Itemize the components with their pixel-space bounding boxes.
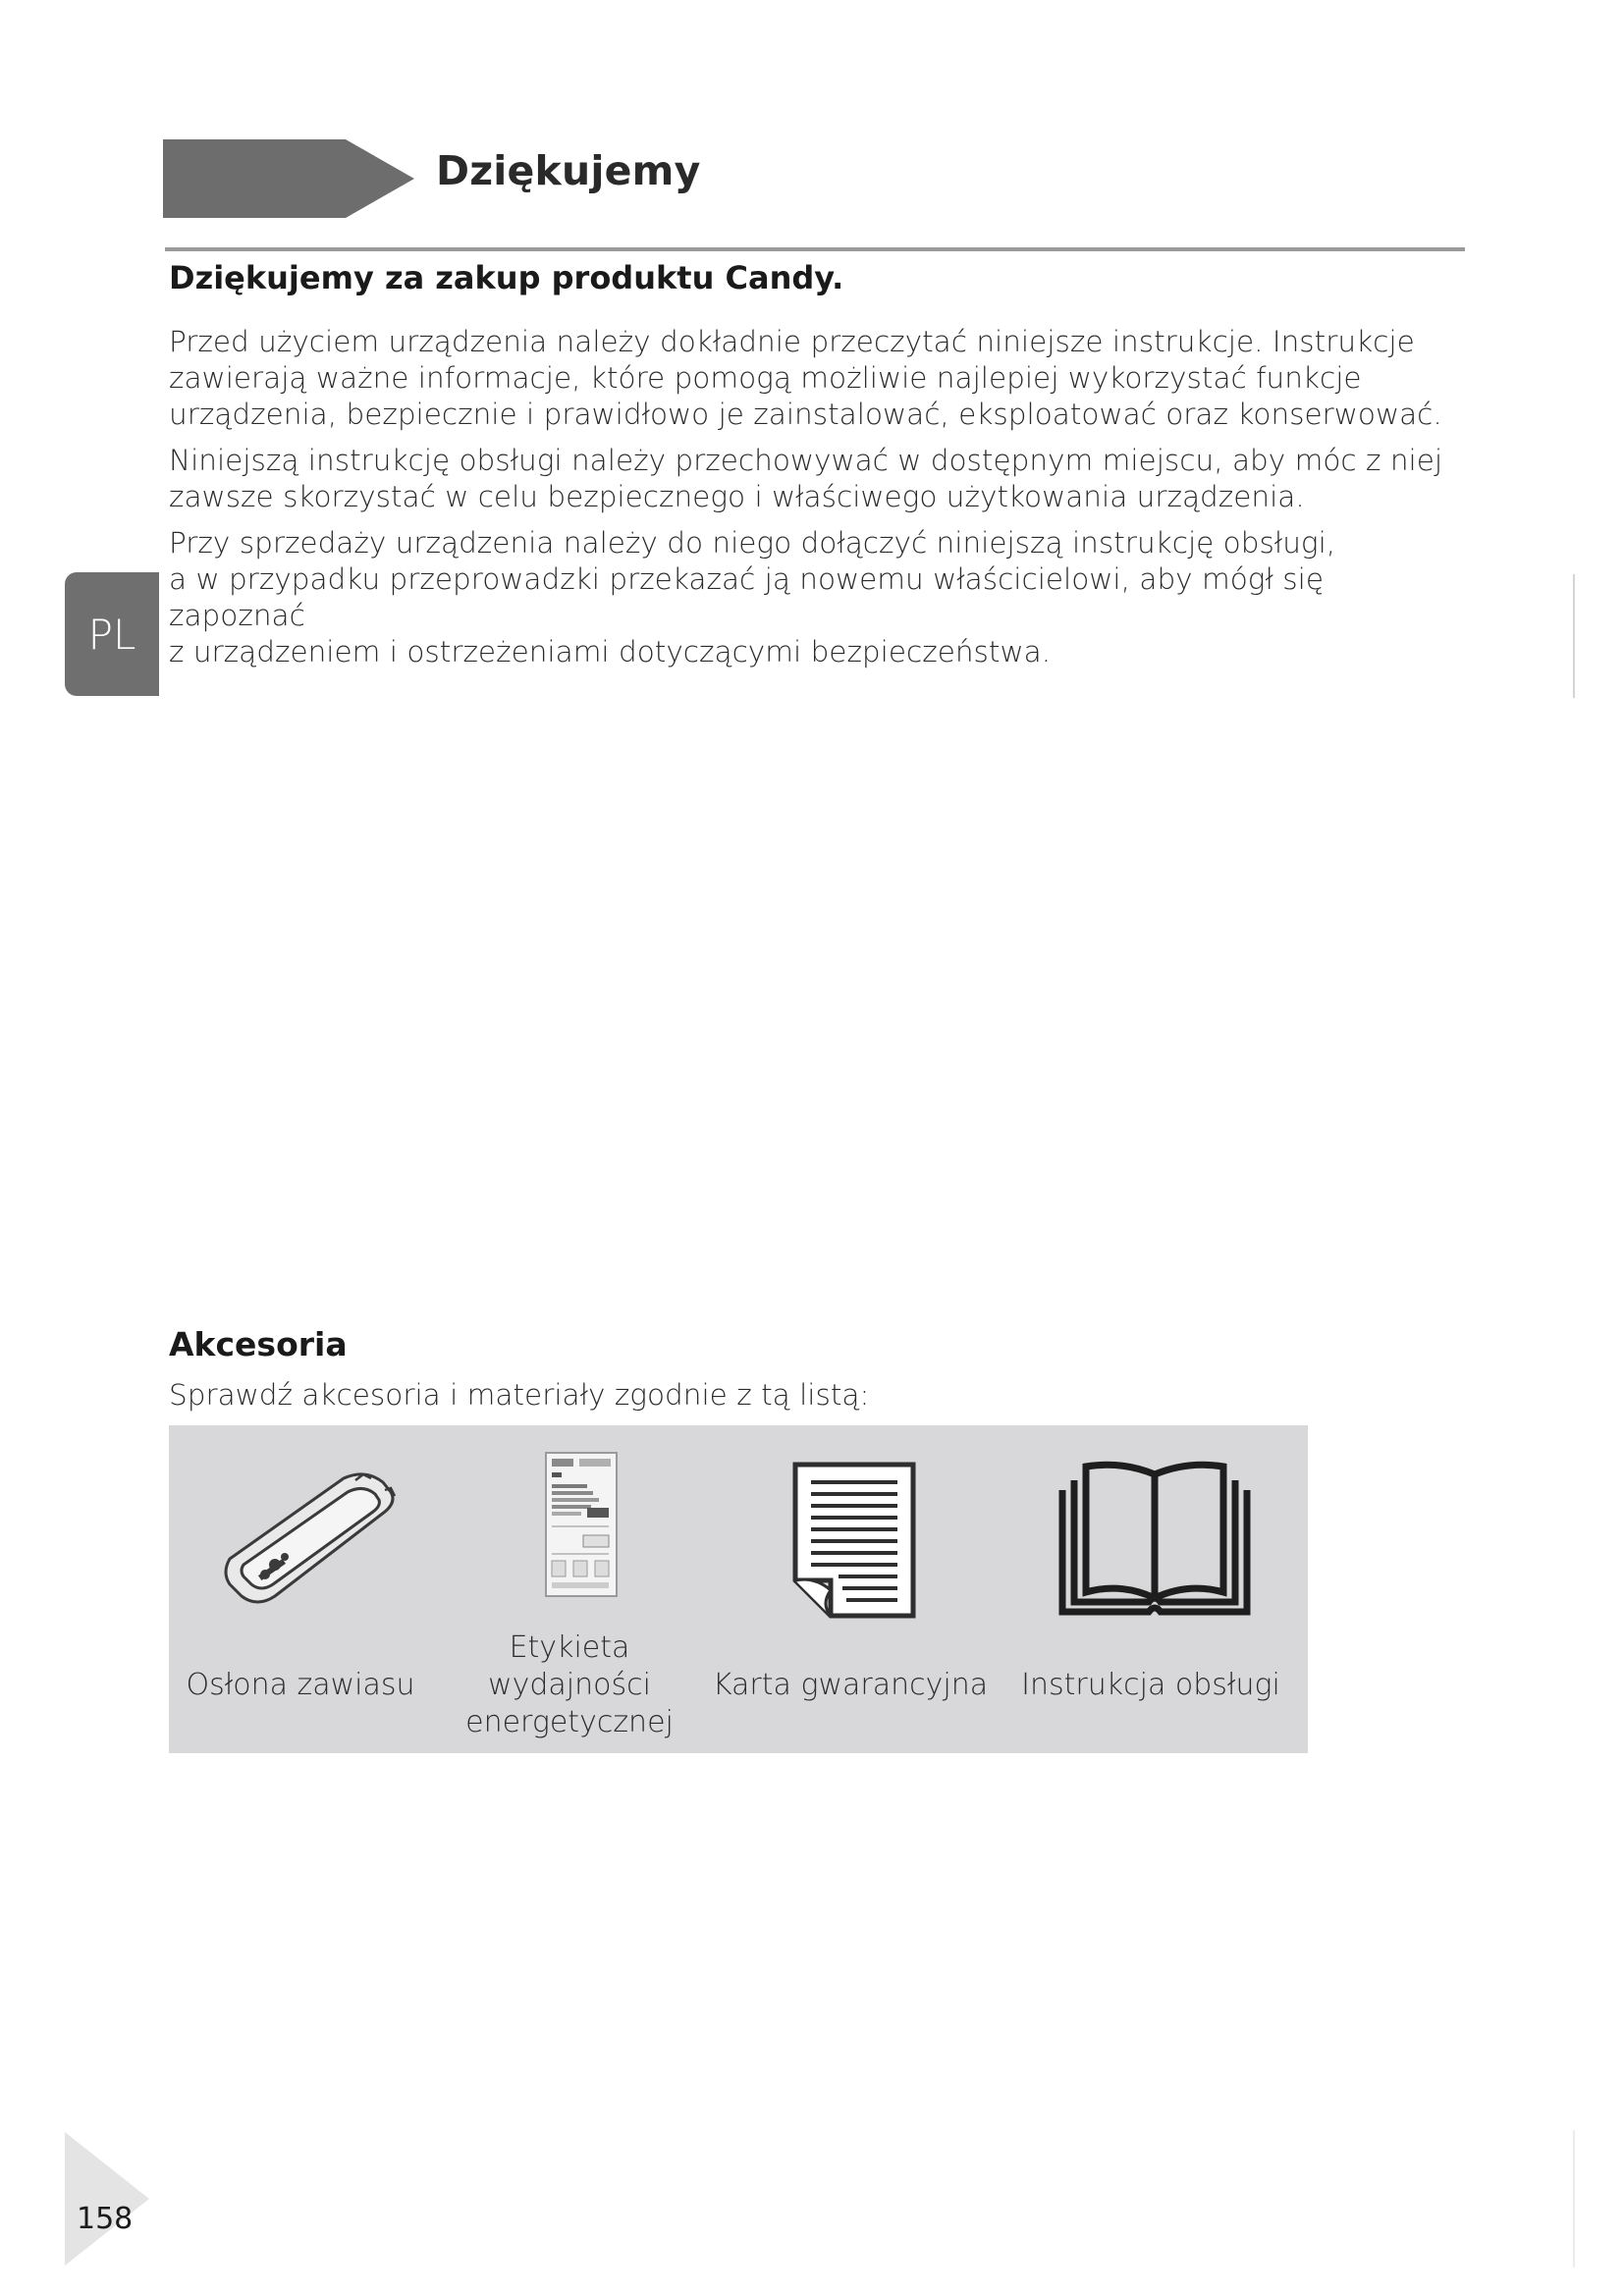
manual-book-icon [1058,1461,1251,1620]
page-edge-line [1573,574,1575,698]
accessory-label: Karta gwarancyjna [712,1668,989,1702]
intro-paragraph-3: Przy sprzedaży urządzenia należy do niego dołączyć niniejszą instrukcję obsługi, a w przypadku przeprowadzki przekazać ją nowemu właścicielowi, aby mógł się zapoznać z urządzeniem i ostrzeżeniami dotyczącymi bezpieczeństwa. [169,526,1336,668]
page-corner-tab [65,2132,153,2266]
warranty-card-icon [791,1461,917,1620]
accessory-label: Instrukcja obsługi [1021,1668,1280,1702]
section-title: Dziękujemy [436,147,701,194]
page-edge-line [1573,2130,1575,2268]
accessories-title: Akcesoria [169,1325,348,1363]
accessories-description: Sprawdź akcesoria i materiały zgodnie z tą listą: [169,1378,870,1412]
hinge-cover-icon [218,1468,405,1616]
accessory-label: Osłona zawiasu [186,1668,415,1702]
accessory-item-energy-label [432,1425,707,1753]
accessory-item-manual [994,1425,1308,1753]
page-number: 158 [77,2202,134,2236]
header-divider [165,247,1465,251]
intro-subtitle: Dziękujemy za zakup produktu Candy. [169,259,844,296]
header-arrow-banner [163,139,418,218]
accessory-label: Etykieta wydajności energetycznej [465,1630,674,1739]
language-tab: PL [65,572,159,696]
accessory-item-warranty-card [707,1425,994,1753]
intro-text [169,324,1445,680]
intro-paragraph-1: Przed użyciem urządzenia należy dokładnie przeczytać niniejsze instrukcje. Instrukcje zawierają ważne informacje, które pomogą możliwie najlepiej wykorzystać funkcje urządzenia, bezpiecznie i prawidłowo je zainstalować, eksploatować oraz konserwować. [169,325,1442,431]
energy-label-icon [544,1451,619,1598]
intro-paragraph-2: Niniejszą instrukcję obsługi należy przechowywać w dostępnym miejscu, aby móc z niej zawsze skorzystać w celu bezpiecznego i właściwego użytkowania urządzenia. [169,444,1443,513]
accessory-item-hinge-cover [169,1425,432,1753]
accessories-panel [169,1425,1308,1753]
